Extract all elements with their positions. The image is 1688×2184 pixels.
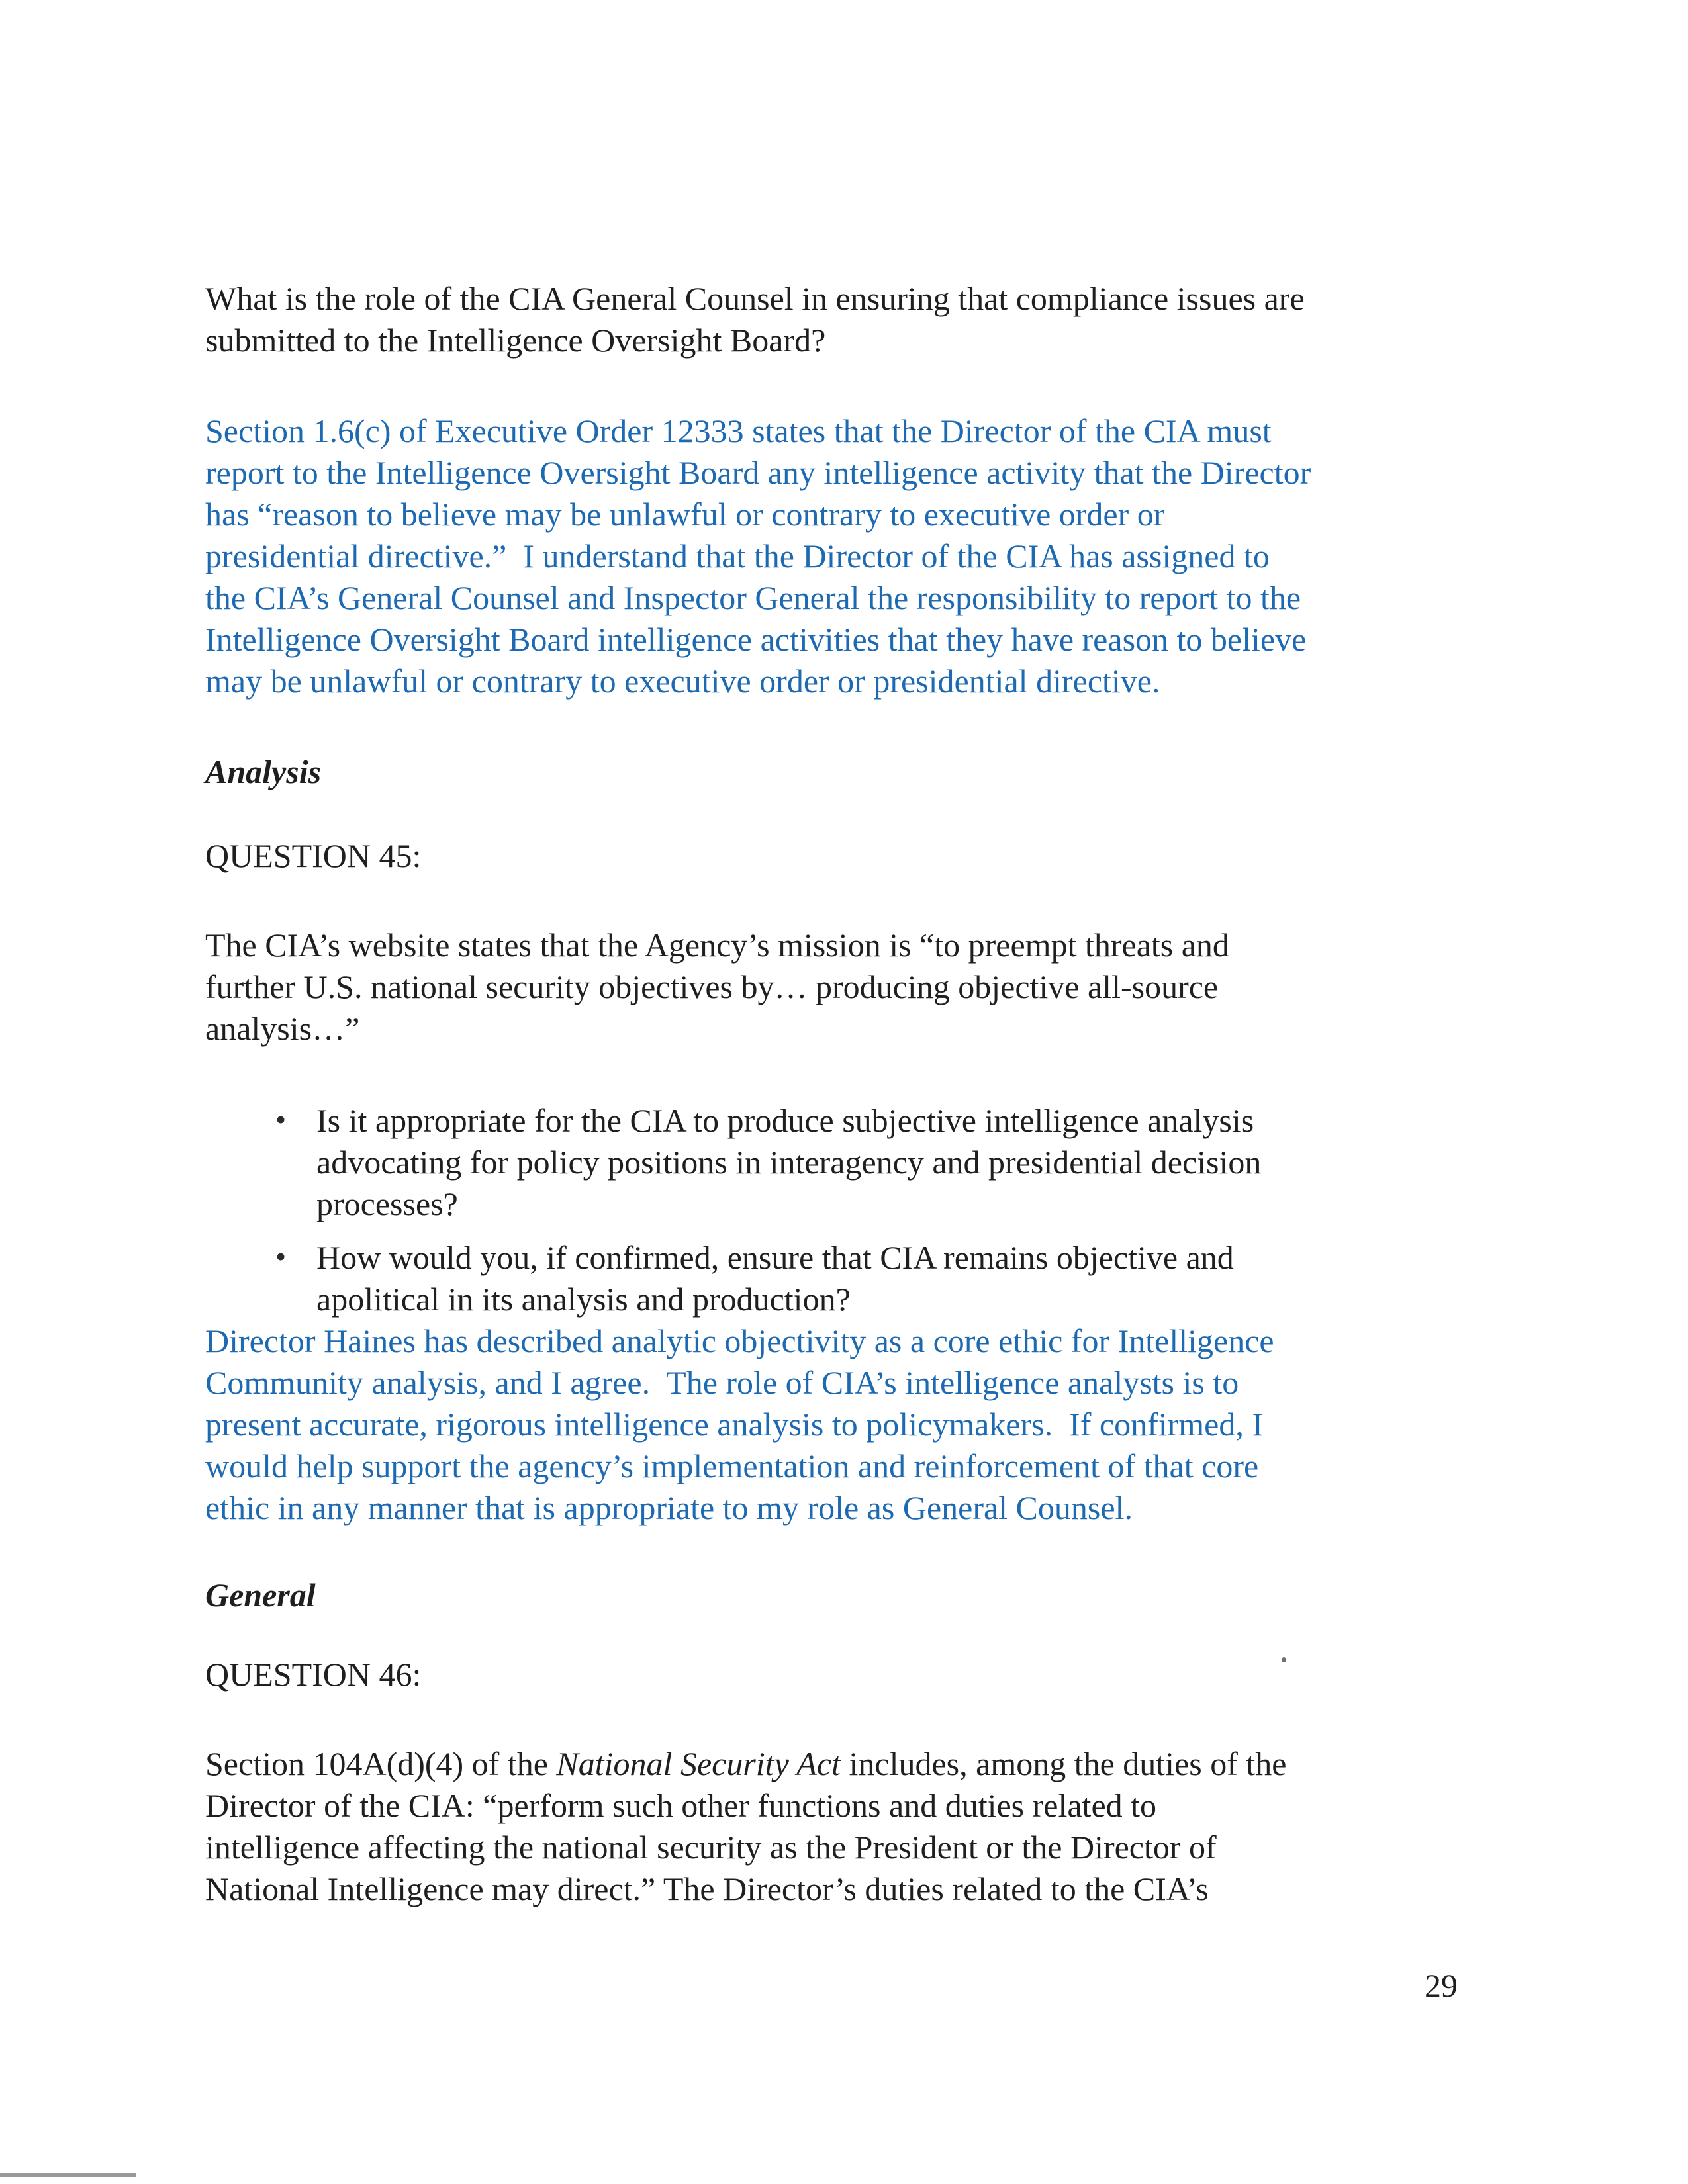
paragraph-line: further U.S. national security objectives by… producing objective all-source bbox=[205, 968, 1219, 1005]
line-text: Section 104A(d)(4) of the bbox=[205, 1745, 557, 1782]
bullet-line: processes? bbox=[316, 1185, 458, 1222]
paragraph-line: What is the role of the CIA General Counsel in ensuring that compliance issues are bbox=[205, 280, 1305, 317]
bullet-icon: • bbox=[275, 1103, 287, 1136]
document-content bbox=[205, 278, 1493, 1910]
paragraph-line: Director Haines has described analytic objectivity as a core ethic for Intelligence bbox=[205, 1322, 1274, 1359]
paragraph-line: report to the Intelligence Oversight Board any intelligence activity that the Director bbox=[205, 454, 1311, 491]
question-46-paragraph bbox=[205, 1743, 1493, 1910]
paragraph-line: ethic in any manner that is appropriate to my role as General Counsel. bbox=[205, 1489, 1133, 1526]
answer-paragraph-oversight bbox=[205, 410, 1493, 702]
bullet-icon: • bbox=[275, 1240, 287, 1273]
bullet-line: Is it appropriate for the CIA to produce subjective intelligence analysis bbox=[316, 1102, 1254, 1139]
question-46-label: QUESTION 46: bbox=[205, 1656, 422, 1693]
paragraph-line: the CIA’s General Counsel and Inspector General the responsibility to report to the bbox=[205, 579, 1301, 616]
scan-artifact-dot bbox=[1282, 1657, 1286, 1662]
bullet-line: advocating for policy positions in interagency and presidential decision bbox=[316, 1144, 1262, 1181]
general-heading: General bbox=[205, 1576, 316, 1614]
bullet-line: How would you, if confirmed, ensure that CIA remains objective and bbox=[316, 1239, 1234, 1276]
paragraph-line: National Intelligence may direct.” The Director’s duties related to the CIA’s bbox=[205, 1870, 1209, 1907]
question-45-paragraph bbox=[205, 925, 1493, 1050]
scan-artifact-line bbox=[0, 2173, 136, 2177]
bullet-item bbox=[205, 1237, 1493, 1320]
paragraph-line bbox=[205, 1743, 1493, 1785]
paragraph-line: intelligence affecting the national security as the President or the Director of bbox=[205, 1829, 1217, 1866]
question-45-label: QUESTION 45: bbox=[205, 837, 422, 874]
page-number: 29 bbox=[1425, 1967, 1458, 2004]
paragraph-line: analysis…” bbox=[205, 1010, 360, 1047]
paragraph-line: presidential directive.” I understand that the Director of the CIA has assigned to bbox=[205, 537, 1270, 574]
answer-paragraph-objectivity bbox=[205, 1320, 1493, 1529]
paragraph-line: present accurate, rigorous intelligence analysis to policymakers. If confirmed, I bbox=[205, 1406, 1264, 1443]
line-text: includes, among the duties of the bbox=[841, 1745, 1287, 1782]
paragraph-line: Director of the CIA: “perform such other functions and duties related to bbox=[205, 1787, 1157, 1824]
paragraph-line: Section 1.6(c) of Executive Order 12333 states that the Director of the CIA must bbox=[205, 412, 1272, 449]
paragraph-line: Intelligence Oversight Board intelligence activities that they have reason to believe bbox=[205, 621, 1307, 658]
bullet-line: apolitical in its analysis and production? bbox=[316, 1281, 851, 1318]
paragraph-line: would help support the agency’s implementation and reinforcement of that core bbox=[205, 1447, 1259, 1484]
paragraph-line: submitted to the Intelligence Oversight Board? bbox=[205, 322, 826, 359]
analysis-heading: Analysis bbox=[205, 753, 322, 790]
bullet-item bbox=[205, 1100, 1493, 1225]
paragraph-line: Community analysis, and I agree. The role of CIA’s intelligence analysts is to bbox=[205, 1364, 1239, 1401]
paragraph-line: The CIA’s website states that the Agency’s mission is “to preempt threats and bbox=[205, 927, 1229, 964]
italic-act-title: National Security Act bbox=[556, 1745, 841, 1782]
paragraph-line: has “reason to believe may be unlawful or contrary to executive order or bbox=[205, 496, 1165, 533]
paragraph-line: may be unlawful or contrary to executive order or presidential directive. bbox=[205, 662, 1160, 700]
question-45-bullet-list bbox=[205, 1100, 1493, 1320]
intro-question-paragraph bbox=[205, 278, 1493, 361]
